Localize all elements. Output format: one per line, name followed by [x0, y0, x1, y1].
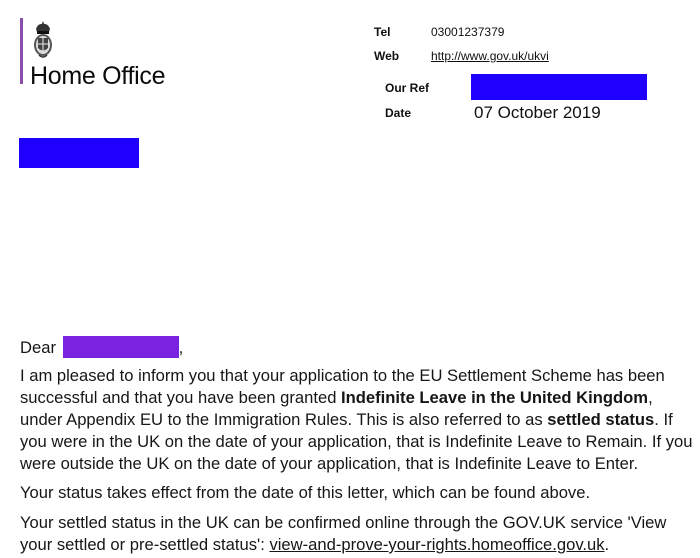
royal-crest-icon	[30, 20, 56, 62]
salutation-text: Dear	[20, 338, 56, 357]
tel-label: Tel	[374, 25, 391, 39]
date-value: 07 October 2019	[474, 103, 601, 122]
date-label: Date	[385, 106, 412, 120]
para3-text: Your settled status in the UK can be confirmed online through the GOV.UK service 'View your settled or pre-settled status':	[20, 513, 667, 554]
para1-text-2: , under Appendix EU to the Immigration Rules. This is also referred to as	[20, 388, 653, 429]
para1-bold-settled-status: settled status	[547, 410, 655, 429]
web-label: Web	[374, 49, 400, 63]
para2-text: Your status takes effect from the date of this letter, which can be found above.	[20, 483, 591, 502]
brand-accent-bar	[20, 18, 23, 84]
tel-value: 03001237379	[431, 25, 505, 39]
salutation-punct: ,	[178, 338, 184, 357]
recipient-name-redaction	[63, 336, 179, 358]
paragraph-confirm-online	[20, 512, 695, 556]
view-prove-rights-link[interactable]: view-and-prove-your-rights.homeoffice.gov.uk	[269, 535, 605, 554]
para1-text-1: I am pleased to inform you that your application to the EU Settlement Scheme has been successful and that you have been granted	[20, 366, 665, 407]
reference-label: Our Ref	[385, 81, 430, 95]
salutation	[20, 336, 695, 359]
para1-text-3: . If you were in the UK on the date of your application, that is Indefinite Leave to Remain. If you were outside the UK on the date of your application, that is Indefinite Leave to Enter.	[20, 410, 693, 473]
para3-end: .	[604, 535, 610, 554]
paragraph-grant	[20, 365, 695, 475]
reference-redaction	[471, 74, 647, 100]
recipient-address-redaction	[19, 138, 139, 168]
web-link[interactable]: http://www.gov.uk/ukvi	[431, 49, 549, 63]
organisation-name: Home Office	[30, 62, 166, 90]
paragraph-effective-date	[20, 482, 695, 504]
para1-bold-leave: Indefinite Leave in the United Kingdom	[341, 388, 649, 407]
